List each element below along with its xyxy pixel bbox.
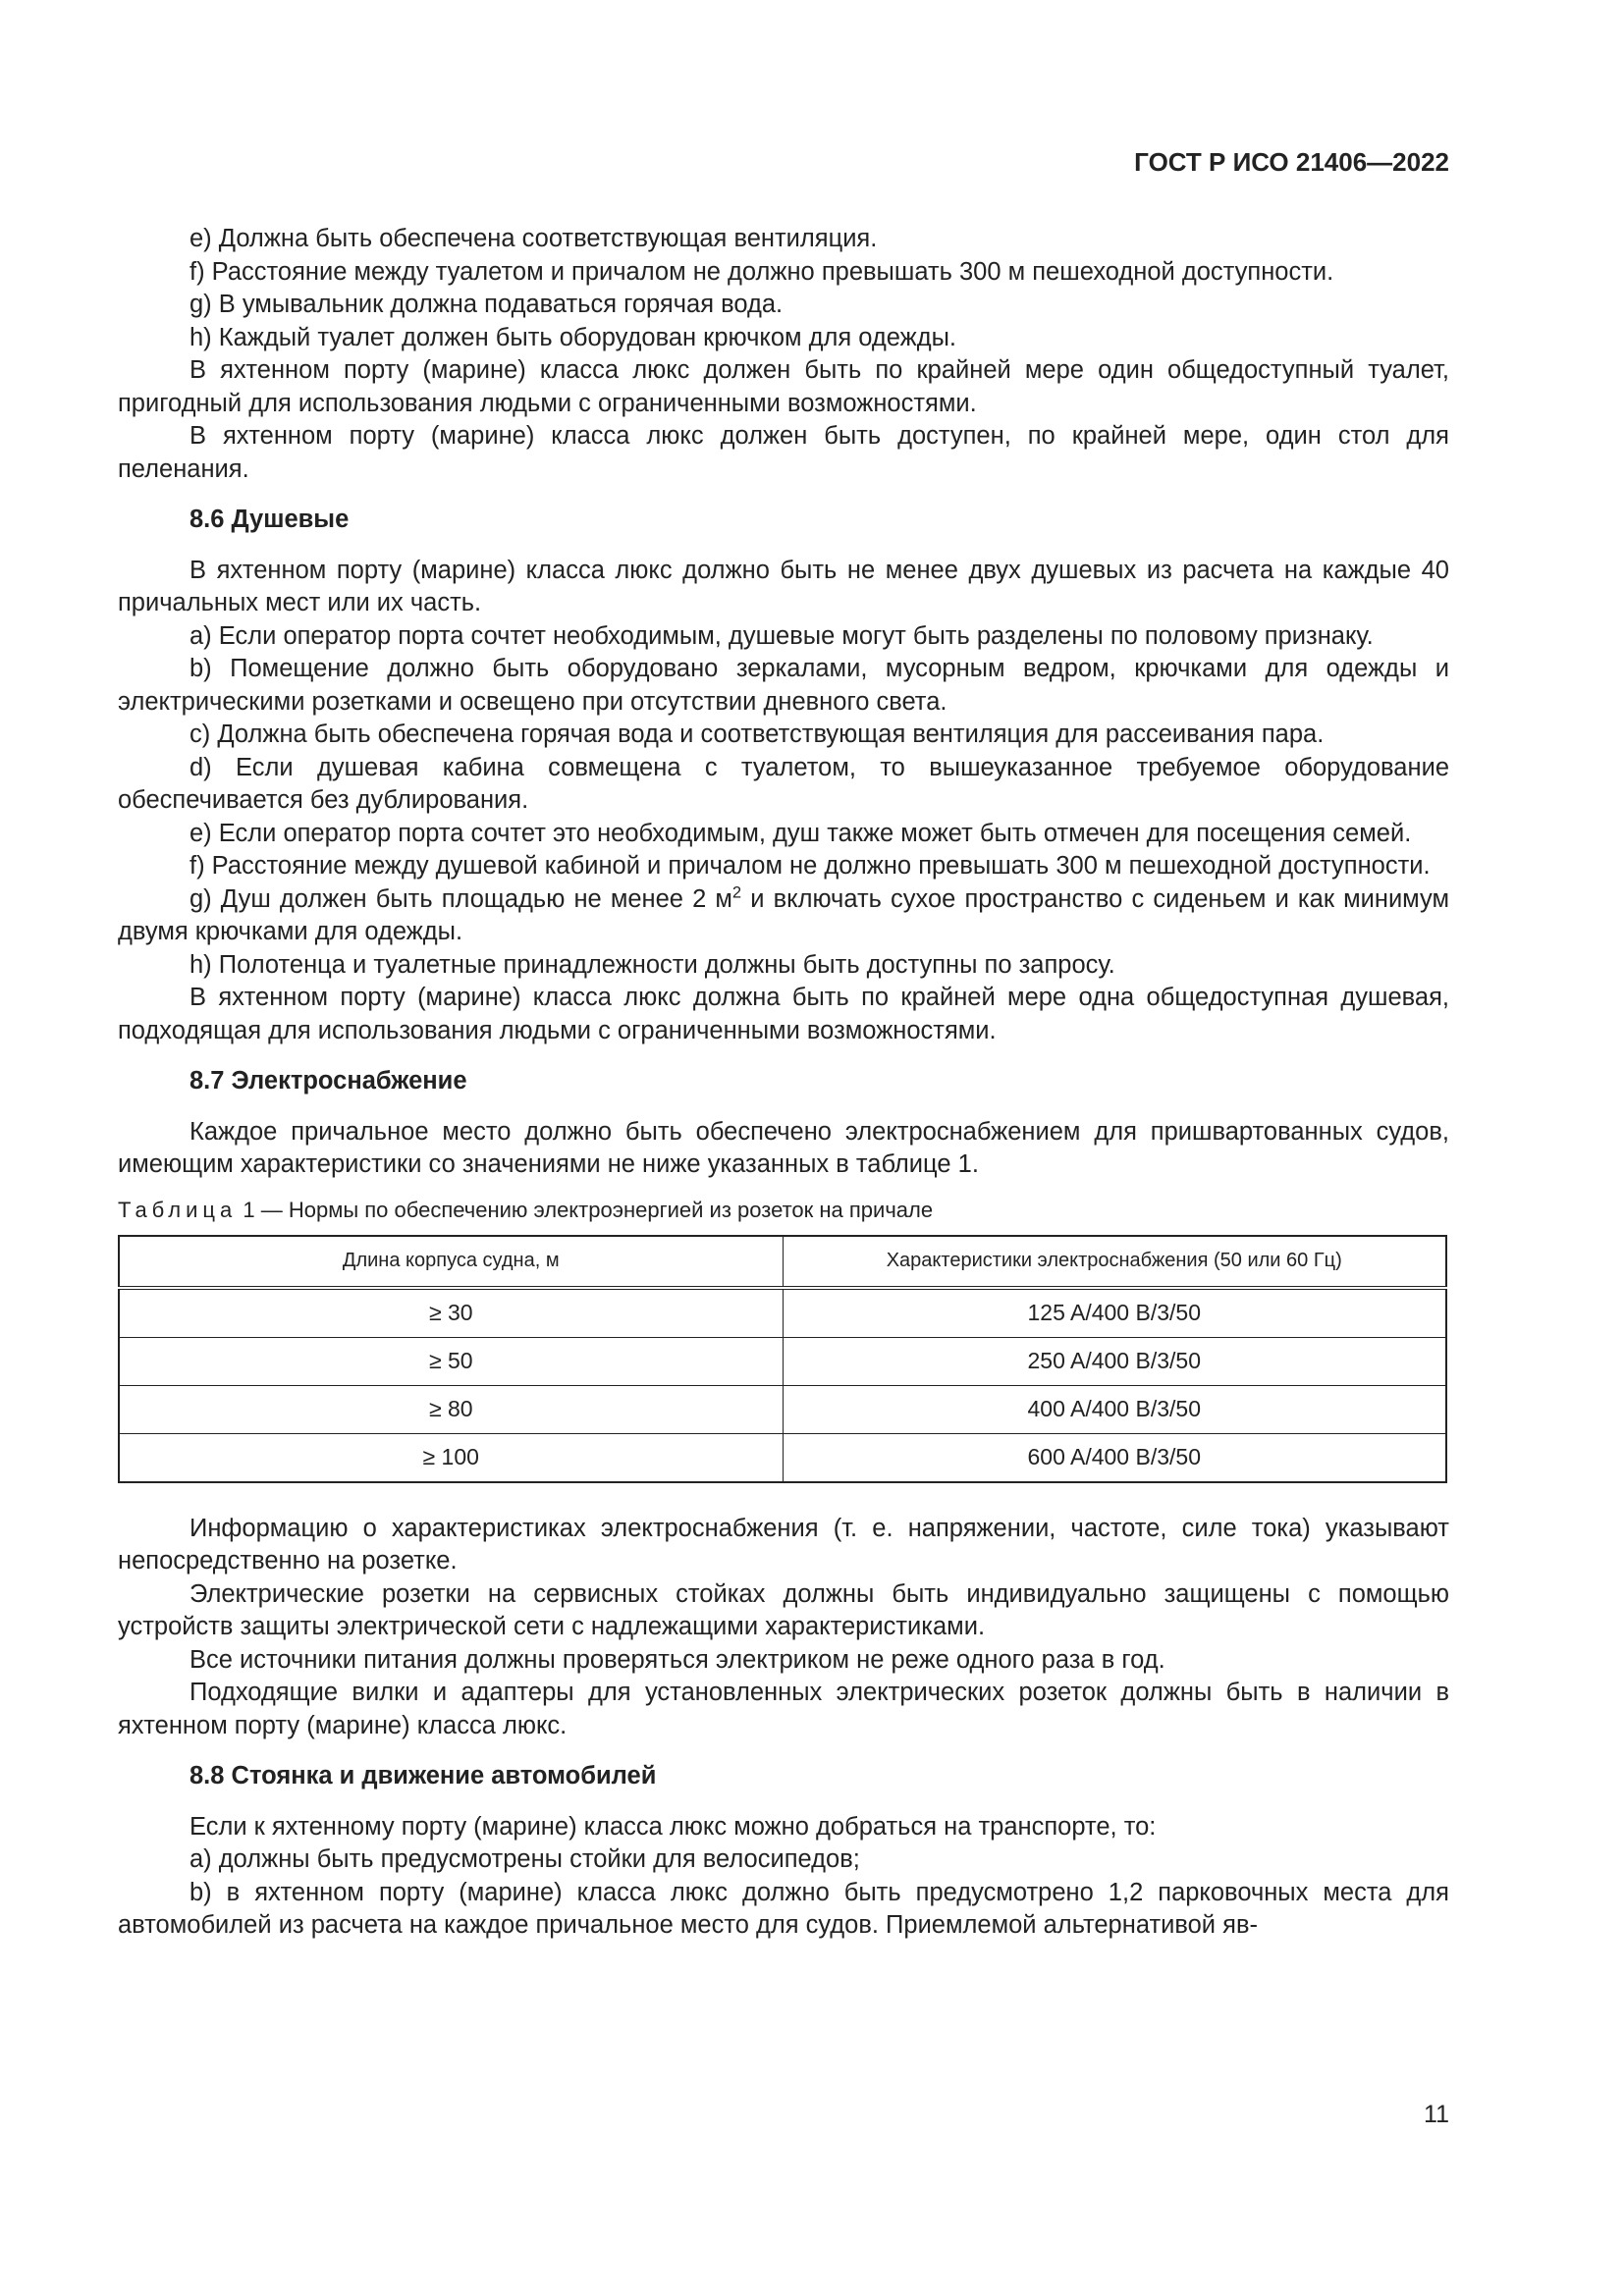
table-header-row — [119, 1236, 1446, 1288]
section-heading-8-7: 8.7 Электроснабжение — [189, 1067, 467, 1095]
list-item: c) Должна быть обеспечена горячая вода и соответствующая вентиляция для рассеивания пара. — [189, 721, 1325, 748]
list-item: a) должны быть предусмотрены стойки для велосипедов; — [189, 1845, 860, 1873]
table-cell: 400 A/400 B/3/50 — [783, 1385, 1446, 1433]
list-item: e) Если оператор порта сочтет это необходимым, душ также может быть отмечен для посещения семей. — [189, 819, 1412, 847]
paragraph: f) Расстояние между туалетом и причалом не должно превышать 300 м пешеходной доступности. — [189, 257, 1334, 286]
page-number: 11 — [1424, 2101, 1449, 2128]
paragraph: e) Должна быть обеспечена соответствующая вентиляция. — [189, 225, 878, 252]
table-cell: ≥ 100 — [119, 1433, 783, 1482]
paragraph: g) В умывальник должна подаваться горячая вода. — [189, 291, 784, 318]
table-caption — [118, 1196, 1449, 1225]
document-body — [118, 223, 1449, 1943]
paragraph: В яхтенном порту (марине) класса люкс должен быть доступен, по крайней мере, один стол для пеленания. — [118, 422, 1449, 483]
paragraph: В яхтенном порту (марине) класса люкс должен быть по крайней мере один общедоступный туалет, пригодный для использования людьми с ограниченными возможностями. — [118, 356, 1449, 417]
table-caption-text: 1 — Нормы по обеспечению электроэнергией из розеток на причале — [237, 1197, 934, 1222]
table-row — [119, 1385, 1446, 1433]
paragraph: Все источники питания должны проверяться электриком не реже одного раза в год. — [189, 1645, 1165, 1674]
paragraph: В яхтенном порту (марине) класса люкс должно быть не менее двух душевых из расчета на каждые 40 причальных мест или их часть. — [118, 556, 1449, 616]
table-caption-label: Таблица — [118, 1197, 238, 1222]
item-g-text: g) Душ должен быть площадью не менее 2 м — [189, 884, 732, 913]
table-cell: ≥ 50 — [119, 1337, 783, 1385]
column-header: Характеристики электроснабжения (50 или 60 Гц) — [783, 1236, 1446, 1288]
list-item: b) Помещение должно быть оборудовано зеркалами, мусорным ведром, крючками для одежды и электрическими розетками и освещено при отсутствии дневного света. — [118, 655, 1449, 716]
paragraph: h) Каждый туалет должен быть оборудован крючком для одежды. — [189, 323, 957, 351]
section-heading-8-6: 8.6 Душевые — [189, 506, 350, 533]
paragraph: Информацию о характеристиках электроснабжения (т. е. напряжении, частоте, силе тока) указывают непосредственно на розетке. — [118, 1514, 1449, 1575]
table-cell: 125 A/400 B/3/50 — [783, 1288, 1446, 1338]
document-id-header: ГОСТ Р ИСО 21406—2022 — [1134, 147, 1449, 177]
paragraph: В яхтенном порту (марине) класса люкс должна быть по крайней мере одна общедоступная душевая, подходящая для использования людьми с ограниченными возможностями. — [118, 984, 1449, 1044]
table-cell: ≥ 80 — [119, 1385, 783, 1433]
table-cell: 600 A/400 B/3/50 — [783, 1433, 1446, 1482]
power-supply-table — [118, 1235, 1447, 1483]
table-cell: ≥ 30 — [119, 1288, 783, 1338]
table-row — [119, 1337, 1446, 1385]
list-item — [118, 883, 1449, 949]
list-item: f) Расстояние между душевой кабиной и причалом не должно превышать 300 м пешеходной доступности. — [189, 852, 1431, 880]
list-item: h) Полотенца и туалетные принадлежности должны быть доступны по запросу. — [189, 950, 1115, 979]
table-row — [119, 1288, 1446, 1338]
section-heading-8-8: 8.8 Стоянка и движение автомобилей — [189, 1762, 657, 1789]
superscript: 2 — [731, 882, 742, 901]
table-cell: 250 A/400 B/3/50 — [783, 1337, 1446, 1385]
list-item: d) Если душевая кабина совмещена с туалетом, то вышеуказанное требуемое оборудование обеспечивается без дублирования. — [118, 753, 1449, 814]
list-item: b) в яхтенном порту (марине) класса люкс должно быть предусмотрено 1,2 парковочных места для автомобилей из расчета на каждое причальное место для судов. Приемлемой альтернативой яв- — [118, 1878, 1449, 1939]
list-item: a) Если оператор порта сочтет необходимым, душевые могут быть разделены по половому признаку. — [189, 621, 1374, 650]
paragraph: Подходящие вилки и адаптеры для установленных электрических розеток должны быть в наличии в яхтенном порту (марине) класса люкс. — [118, 1679, 1449, 1739]
table-row — [119, 1433, 1446, 1482]
paragraph: Каждое причальное место должно быть обеспечено электроснабжением для пришвартованных судов, имеющим характеристики со значениями не ниже указанных в таблице 1. — [118, 1117, 1449, 1178]
item-g-text-rest: и включать сухое пространство с сиденьем и как минимум двумя крючками для одежды. — [118, 884, 1449, 945]
post-table-text — [118, 1513, 1449, 1743]
paragraph: Если к яхтенному порту (марине) класса люкс можно добраться на транспорте, то: — [189, 1812, 1157, 1841]
column-header: Длина корпуса судна, м — [119, 1236, 783, 1288]
paragraph: Электрические розетки на сервисных стойках должны быть индивидуально защищены с помощью устройств защиты электрической сети с надлежащими характеристиками. — [118, 1579, 1449, 1640]
